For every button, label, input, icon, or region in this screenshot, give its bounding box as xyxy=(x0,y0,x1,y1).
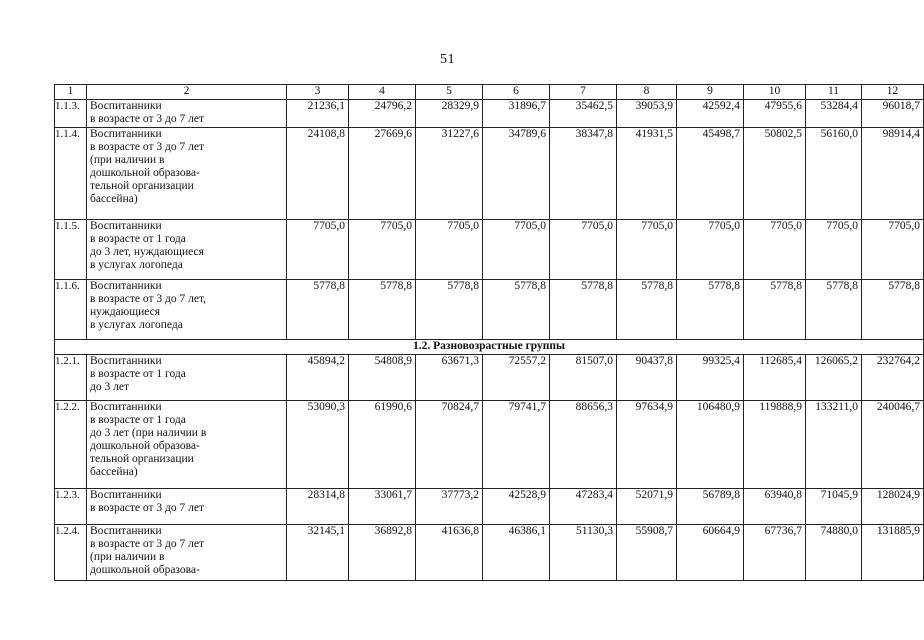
value-cell: 27669,6 xyxy=(349,128,416,220)
value-cell: 56789,8 xyxy=(677,489,744,525)
description-line: Воспитанники xyxy=(90,280,162,292)
value-cell: 112685,4 xyxy=(744,355,806,401)
value-cell: 79741,7 xyxy=(483,401,550,489)
table-row xyxy=(55,401,924,489)
description-line: в возрасте от 1 года xyxy=(90,233,186,245)
description-line: до 3 лет (при наличии в xyxy=(90,427,207,439)
value-cell: 7705,0 xyxy=(349,220,416,280)
value-cell: 5778,8 xyxy=(483,280,550,340)
value-cell: 5778,8 xyxy=(287,280,349,340)
value-cell: 46386,1 xyxy=(483,525,550,581)
value-cell: 36892,8 xyxy=(349,525,416,581)
value-cell: 7705,0 xyxy=(550,220,617,280)
value-cell: 5778,8 xyxy=(806,280,862,340)
value-cell: 52071,9 xyxy=(617,489,677,525)
value-cell: 54808,9 xyxy=(349,355,416,401)
description-line: Воспитанники xyxy=(90,128,162,140)
value-cell: 28329,9 xyxy=(416,100,483,128)
table-body xyxy=(55,85,924,581)
value-cell: 81507,0 xyxy=(550,355,617,401)
value-cell: 126065,2 xyxy=(806,355,862,401)
description-line: бассейна) xyxy=(90,466,138,478)
table-row xyxy=(55,100,924,128)
column-number-row xyxy=(55,85,924,100)
value-cell: 7705,0 xyxy=(287,220,349,280)
value-cell: 74880,0 xyxy=(806,525,862,581)
description-line: тельной организации xyxy=(90,453,194,465)
value-cell: 41931,5 xyxy=(617,128,677,220)
value-cell: 7705,0 xyxy=(744,220,806,280)
column-header: 9 xyxy=(677,85,744,100)
description-line: дошкольной образова- xyxy=(90,564,200,576)
description-line: в возрасте от 3 до 7 лет xyxy=(90,502,205,514)
value-cell: 5778,8 xyxy=(550,280,617,340)
description-line: (при наличии в xyxy=(90,551,165,563)
value-cell: 55908,7 xyxy=(617,525,677,581)
value-cell: 72557,2 xyxy=(483,355,550,401)
column-header: 2 xyxy=(87,85,287,100)
value-cell: 70824,7 xyxy=(416,401,483,489)
description-line: Воспитанники xyxy=(90,401,162,413)
value-cell: 232764,2 xyxy=(862,355,924,401)
description-line: Воспитанники xyxy=(90,355,162,367)
section-row xyxy=(55,340,924,355)
value-cell: 7705,0 xyxy=(416,220,483,280)
description-line: в возрасте от 3 до 7 лет xyxy=(90,113,205,125)
value-cell: 61990,6 xyxy=(349,401,416,489)
value-cell: 7705,0 xyxy=(862,220,924,280)
value-cell: 5778,8 xyxy=(416,280,483,340)
description-line: тельной организации xyxy=(90,180,194,192)
column-header: 10 xyxy=(744,85,806,100)
description-line: нуждающиеся xyxy=(90,306,161,318)
description-line: в возрасте от 3 до 7 лет, xyxy=(90,293,207,305)
description-line: Воспитанники xyxy=(90,525,162,537)
value-cell: 96018,7 xyxy=(862,100,924,128)
value-cell: 37773,2 xyxy=(416,489,483,525)
description-line: дошкольной образова- xyxy=(90,440,200,452)
value-cell: 5778,8 xyxy=(677,280,744,340)
value-cell: 45498,7 xyxy=(677,128,744,220)
value-cell: 97634,9 xyxy=(617,401,677,489)
value-cell: 28314,8 xyxy=(287,489,349,525)
value-cell: 34789,6 xyxy=(483,128,550,220)
tariff-table xyxy=(54,84,924,581)
description-line: до 3 лет xyxy=(90,381,129,393)
value-cell: 24796,2 xyxy=(349,100,416,128)
table-row xyxy=(55,220,924,280)
value-cell: 31227,6 xyxy=(416,128,483,220)
value-cell: 128024,9 xyxy=(862,489,924,525)
value-cell: 5778,8 xyxy=(744,280,806,340)
column-header: 4 xyxy=(349,85,416,100)
row-description xyxy=(87,220,287,280)
value-cell: 53284,4 xyxy=(806,100,862,128)
row-description xyxy=(87,525,287,581)
description-line: в возрасте от 3 до 7 лет xyxy=(90,141,205,153)
value-cell: 7705,0 xyxy=(677,220,744,280)
value-cell: 99325,4 xyxy=(677,355,744,401)
value-cell: 63671,3 xyxy=(416,355,483,401)
value-cell: 47283,4 xyxy=(550,489,617,525)
table-row xyxy=(55,355,924,401)
value-cell: 5778,8 xyxy=(617,280,677,340)
column-header: 6 xyxy=(483,85,550,100)
value-cell: 51130,3 xyxy=(550,525,617,581)
row-description xyxy=(87,280,287,340)
table-row xyxy=(55,128,924,220)
value-cell: 42528,9 xyxy=(483,489,550,525)
row-description xyxy=(87,355,287,401)
value-cell: 39053,9 xyxy=(617,100,677,128)
row-code: 1.2.1. xyxy=(55,355,87,401)
column-header: 5 xyxy=(416,85,483,100)
value-cell: 50802,5 xyxy=(744,128,806,220)
value-cell: 7705,0 xyxy=(483,220,550,280)
value-cell: 60664,9 xyxy=(677,525,744,581)
row-code: 1.2.2. xyxy=(55,401,87,489)
row-description xyxy=(87,489,287,525)
value-cell: 133211,0 xyxy=(806,401,862,489)
description-line: в услугах логопеда xyxy=(90,319,183,331)
row-code: 1.1.3. xyxy=(55,100,87,128)
description-line: Воспитанники xyxy=(90,220,162,232)
value-cell: 56160,0 xyxy=(806,128,862,220)
value-cell: 5778,8 xyxy=(862,280,924,340)
column-header: 12 xyxy=(862,85,924,100)
value-cell: 21236,1 xyxy=(287,100,349,128)
description-line: Воспитанники xyxy=(90,100,162,112)
row-code: 1.2.3. xyxy=(55,489,87,525)
description-line: в услугах логопеда xyxy=(90,259,183,271)
value-cell: 53090,3 xyxy=(287,401,349,489)
value-cell: 38347,8 xyxy=(550,128,617,220)
row-description xyxy=(87,401,287,489)
page-number: 51 xyxy=(440,52,455,67)
table-row xyxy=(55,489,924,525)
value-cell: 63940,8 xyxy=(744,489,806,525)
value-cell: 119888,9 xyxy=(744,401,806,489)
value-cell: 88656,3 xyxy=(550,401,617,489)
value-cell: 5778,8 xyxy=(349,280,416,340)
description-line: (при наличии в xyxy=(90,154,165,166)
column-header: 3 xyxy=(287,85,349,100)
table-row xyxy=(55,525,924,581)
column-header: 1 xyxy=(55,85,87,100)
value-cell: 41636,8 xyxy=(416,525,483,581)
column-header: 7 xyxy=(550,85,617,100)
row-description xyxy=(87,100,287,128)
column-header: 8 xyxy=(617,85,677,100)
value-cell: 240046,7 xyxy=(862,401,924,489)
value-cell: 24108,8 xyxy=(287,128,349,220)
value-cell: 71045,9 xyxy=(806,489,862,525)
description-line: бассейна) xyxy=(90,193,138,205)
value-cell: 98914,4 xyxy=(862,128,924,220)
description-line: в возрасте от 1 года xyxy=(90,414,186,426)
value-cell: 67736,7 xyxy=(744,525,806,581)
description-line: дошкольной образова- xyxy=(90,167,200,179)
row-code: 1.1.6. xyxy=(55,280,87,340)
value-cell: 31896,7 xyxy=(483,100,550,128)
value-cell: 42592,4 xyxy=(677,100,744,128)
description-line: Воспитанники xyxy=(90,489,162,501)
description-line: в возрасте от 3 до 7 лет xyxy=(90,538,205,550)
section-title: 1.2. Разновозрастные группы xyxy=(55,340,924,355)
value-cell: 33061,7 xyxy=(349,489,416,525)
value-cell: 47955,6 xyxy=(744,100,806,128)
value-cell: 45894,2 xyxy=(287,355,349,401)
value-cell: 106480,9 xyxy=(677,401,744,489)
row-code: 1.1.4. xyxy=(55,128,87,220)
value-cell: 35462,5 xyxy=(550,100,617,128)
row-code: 1.2.4. xyxy=(55,525,87,581)
description-line: до 3 лет, нуждающиеся xyxy=(90,246,204,258)
value-cell: 7705,0 xyxy=(617,220,677,280)
value-cell: 32145,1 xyxy=(287,525,349,581)
column-header: 11 xyxy=(806,85,862,100)
value-cell: 131885,9 xyxy=(862,525,924,581)
row-code: 1.1.5. xyxy=(55,220,87,280)
description-line: в возрасте от 1 года xyxy=(90,368,186,380)
table-row xyxy=(55,280,924,340)
value-cell: 90437,8 xyxy=(617,355,677,401)
row-description xyxy=(87,128,287,220)
value-cell: 7705,0 xyxy=(806,220,862,280)
